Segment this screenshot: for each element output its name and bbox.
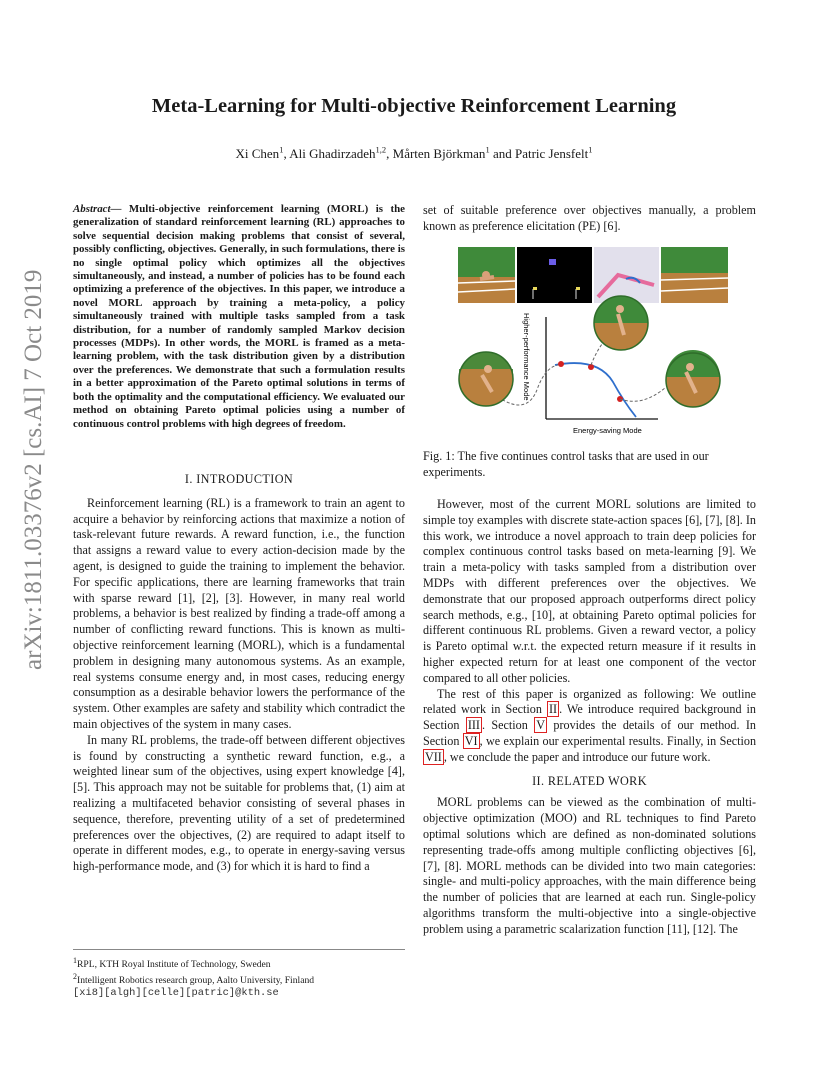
author-3: Mårten Björkman$^1$ and [392,145,515,162]
abstract-label: Abstract [73,203,111,215]
circle-thumbnail-right [666,350,720,407]
figure-1 [458,247,728,442]
intro-paragraph-1: Reinforcement learning (RL) is a framework to train an agent to acquire a behavior by reinforcing actions that maximize a notion of task-relevant future rewards. A reward function, i.e., the function that assigns a reward value to every action-decision made by the agent, is designed to guide the training to implement the behavior. For specific applications, there are learning frameworks that train with sparse reward [1], [2], [3]. However, in many real world problems, a behavior is best realized by finding a trade-off among a number of conflicting reward functions. This is known as multi-objective reinforcement learning (MORL), which is a fundamental problem in designing many autonomous systems. As an example, real systems consume energy and, in most cases, reducing energy consumption as a desirable behavior lowers the performance of the system. Other examples are safety and stability which contradict the main objectives of the system in many cases. [73,495,405,731]
footnotes [73,949,405,999]
abstract-text: — Multi-objective reinforcement learning (MORL) is the generalization of standard reinforcement learning (RL) approaches to solve sequential decision making problems that consist of several, possibly conflicting, objectives. Generally, in such formulations, there is no single optimal policy which optimizes all the objectives simultaneously, and instead, a number of policies has to be found each optimizing a preference of the objectives. In this paper, we introduce a novel MORL approach by training a meta-policy, a policy simultaneously trained with multiple tasks sampled from a task distribution, for a number of randomly sampled Markov decision processes (MDPs). In other words, the MORL is framed as a meta-learning problem, with the task distribution given by a distribution over the preferences. We demonstrate that such a formulation results in a better approximation of the Pareto optimal solutions in terms of both the optimality and the computational efficiency. We evaluated our method on obtaining Pareto optimal policies using a number of continuous control problems with high degrees of freedom. [73,203,405,430]
intro-paragraph-2: In many RL problems, the trade-off between different objectives is found by constructing a synthetic reward function, e.g., a weighted linear sum of the objectives, using expert knowledge [4], [5]. This approach may not be suitable for problems that, (1) aim at realizing a multifaceted behavior consisting of several phases in sequence, therefore, preventing utility of a set of predetermined preferences over the objectives, (2) are required to adapt itself to operate in different modes, e.g., to operate in energy-saving versus high-performance mode, and (3) for which it is hard to find a [73,732,405,874]
section-ref-II[interactable]: II [548,702,558,717]
circle-thumbnail-left [459,352,513,406]
author-2: Ali Ghadirzadeh$^{1,2}$, [289,145,393,162]
author-4: Patric Jensfelt$^1$ [514,145,593,162]
pareto-front-curve [555,363,636,417]
right-column-intro-cont [423,203,756,235]
task-thumbnail-3 [594,247,659,303]
task-thumbnail-1 [458,247,515,303]
right-paragraph-0: set of suitable preference over objectives manually, a problem known as preference elicitation (PE) [6]. [423,203,756,233]
right-column-body [423,497,756,938]
section-ref-VI[interactable]: VI [464,733,478,748]
section-ref-VII[interactable]: VII [425,749,442,764]
section-heading-introduction: I. INTRODUCTION [184,472,294,486]
related-paragraph-1: MORL problems can be viewed as the combination of multi-objective optimization (MOO) and RL techniques to find Pareto optimal solutions which are defined as non-dominated solutions representing trade-offs among multiple conflicting objectives [6], [7], [8]. MORL methods can be divided into two main categories: single- and multi-policy approaches, with the main difference being the number of policies that are learned at each run. Single-policy algorithms transform the multi-objective into a single-objective problem using a parametric scalarization function [11], [12]. The [423,795,756,936]
connector-3 [620,387,666,401]
x-axis-label: Energy-saving Mode [573,426,642,435]
arxiv-watermark: arXiv:1811.03376v2 [cs.AI] 7 Oct 2019 [20,269,47,670]
section-heading-related-work: II. RELATED WORK [532,773,647,788]
abstract [73,203,405,431]
section-ref-V[interactable]: V [536,718,545,733]
circle-thumbnail-top [594,296,648,350]
author-1: Xi Chen$^1$, [235,145,290,162]
y-axis-label: Higher-performance Mode [522,313,531,401]
section-ref-III[interactable]: III [467,718,480,733]
figure-1-caption: Fig. 1: The five continues control tasks that are used in our experiments. [423,449,709,479]
footnote-1: $^1$RPL, KTH Royal Institute of Technology, Sweden [73,956,271,971]
pareto-point-1 [558,361,564,367]
footnote-2: $^2$Intelligent Robotics research group, Aalto University, Finland [73,972,315,987]
introduction-section [73,472,405,875]
author-list [0,145,828,162]
right-paragraph-1: However, most of the current MORL solutions are limited to simple toy examples with discrete state-action spaces [6], [7], [8]. In this work, we introduce a novel approach to train deep policies for complex continuous control tasks based on meta-learning [9]. We train a meta-policy with tasks sampled from a distribution over MDPs with different preferences over the objectives. We demonstrate that our proposed approach outperforms direct policy search methods, e.g., [10], at obtaining Pareto optimal policies for different continuous RL problems. Given a reward vector, a policy is Pareto optimal w.r.t. the expected return measure if it results in higher expected return for at least one component of the vector compared to all other policies. [423,497,756,685]
task-thumbnail-4 [661,247,728,303]
right-paragraph-2: The rest of this paper is organized as following: We outline related work in Section II . We introduce required background in Section III . Section V provides the details of our method. In Section VI , we explain our experimental results. Finally, in Section VII , we conclude the paper and introduce our future work. [423,686,757,764]
task-thumbnail-2 [517,247,592,303]
paper-title: Meta-Learning for Multi-objective Reinforcement Learning [151,95,677,117]
author-emails: [xi8][algh][celle][patric]@kth.se [73,987,279,1000]
figure-1-graphic [458,247,728,442]
